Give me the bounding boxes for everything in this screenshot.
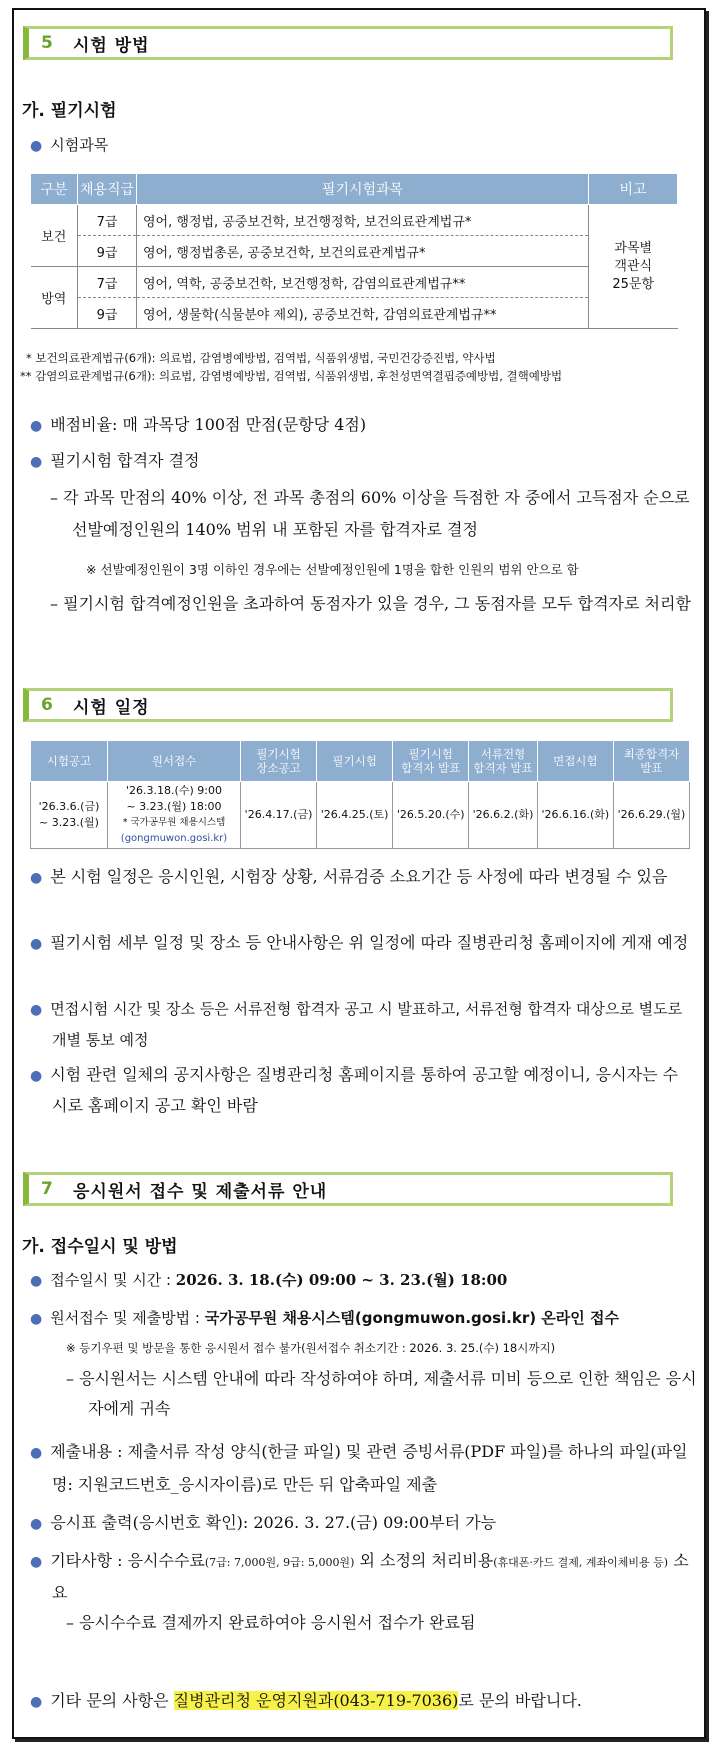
bullet-icon: ● bbox=[30, 870, 43, 886]
bullet-icon: ● bbox=[30, 1445, 43, 1461]
bullet-icon: ● bbox=[30, 936, 43, 952]
bullet-icon: ● bbox=[30, 1273, 43, 1289]
subsection-title: 가. 필기시험 bbox=[22, 101, 117, 121]
section-header-7 bbox=[23, 1172, 673, 1206]
system-note: * 국가공무원 채용시스템 bbox=[122, 817, 226, 828]
table-cell: 7급 bbox=[78, 267, 137, 298]
section-number: 5 bbox=[41, 33, 53, 53]
table-cell: '26.6.29.(월) bbox=[613, 782, 689, 849]
table-row bbox=[31, 298, 678, 329]
table-header: 구분 bbox=[31, 174, 78, 205]
application-period: '26.3.18.(수) 9:00 ~ 3.23.(월) 18:00 bbox=[126, 784, 222, 813]
table-cell: 영어, 생물학(식물분야 제외), 공중보건학, 감염의료관계법규** bbox=[137, 298, 589, 329]
bullet-icon: ● bbox=[30, 1516, 43, 1532]
bullet-icon: ● bbox=[30, 418, 43, 434]
note: ※ 등기우편 및 방문을 통한 응시원서 접수 불가(원서접수 취소기간 : 2026. 3. 25.(수) 18시까지) bbox=[66, 1341, 556, 1355]
table-header: 필기시험 bbox=[317, 741, 393, 782]
bullet-icon: ● bbox=[30, 1311, 43, 1327]
table-header: 면접시험 bbox=[537, 741, 613, 782]
footnote: ** 감염의료관계법규(6개): 의료법, 감염병예방법, 검역법, 식품위생법, 후천성면역결핍증예방법, 결핵예방법 bbox=[20, 369, 563, 383]
paragraph: ● 시험 관련 일체의 공지사항은 질병관리청 홈페이지를 통하여 공고할 예정이니, 응시자는 수시로 홈페이지 공고 확인 바람 bbox=[30, 1065, 679, 1115]
section-header-6 bbox=[23, 688, 673, 722]
table-header: 필기시험 장소공고 bbox=[241, 741, 317, 782]
paragraph: ● 기타사항 : 응시수수료(7급: 7,000원, 9급: 5,000원) 외 소정의 처리비용(휴대폰·카드 결제, 계좌이체비용 등) 소요 bbox=[30, 1551, 689, 1602]
table-header: 비고 bbox=[589, 174, 678, 205]
section-header-5 bbox=[23, 26, 673, 60]
bullet-icon: ● bbox=[30, 1068, 43, 1084]
bullet-icon: ● bbox=[30, 454, 43, 470]
table-header: 시험공고 bbox=[31, 741, 108, 782]
table-cell: 방역 bbox=[31, 267, 78, 329]
table-row bbox=[31, 267, 678, 298]
table-row bbox=[31, 236, 678, 267]
paragraph: ● 필기시험 합격자 결정 bbox=[30, 451, 200, 470]
paragraph: ● 본 시험 일정은 응시인원, 시험장 상황, 서류검증 소요기간 등 사정에 따라 변경될 수 있음 bbox=[30, 867, 668, 886]
table-cell bbox=[108, 782, 241, 849]
bullet-icon: ● bbox=[30, 1694, 43, 1710]
section-title: 시험 일정 bbox=[73, 697, 150, 718]
table-cell: 7급 bbox=[78, 205, 137, 236]
table-cell: '26.5.20.(수) bbox=[393, 782, 469, 849]
paragraph: – 각 과목 만점의 40% 이상, 전 과목 총점의 60% 이상을 득점한 자 중에서 고득점자 순으로 선발예정인원의 140% 범위 내 포함된 자를 합격자로 결정 bbox=[50, 488, 690, 539]
table-cell: 과목별 객관식 25문항 bbox=[589, 205, 678, 329]
paragraph: – 필기시험 합격예정인원을 초과하여 동점자가 있을 경우, 그 동점자를 모두 합격자로 처리함 bbox=[50, 594, 691, 613]
section-number: 7 bbox=[41, 1179, 53, 1199]
table-cell: 9급 bbox=[78, 298, 137, 329]
section-title: 시험 방법 bbox=[73, 35, 150, 56]
paragraph: ● 접수일시 및 시간 : 2026. 3. 18.(수) 09:00 ~ 3. 23.(월) 18:00 bbox=[30, 1271, 508, 1289]
paragraph: ● 배점비율: 매 과목당 100점 만점(문항당 4점) bbox=[30, 415, 367, 434]
section-title: 응시원서 접수 및 제출서류 안내 bbox=[73, 1181, 328, 1202]
table-row bbox=[31, 205, 678, 236]
paragraph: ● 원서접수 및 제출방법 : 국가공무원 채용시스템(gongmuwon.gosi.kr) 온라인 접수 bbox=[30, 1309, 619, 1327]
table-header: 채용직급 bbox=[78, 174, 137, 205]
section-number: 6 bbox=[41, 695, 53, 715]
system-link[interactable]: (gongmuwon.gosi.kr) bbox=[120, 833, 228, 844]
bullet-icon: ● bbox=[30, 1002, 43, 1018]
paragraph: – 응시수수료 결제까지 완료하여야 응시원서 접수가 완료됨 bbox=[66, 1613, 476, 1632]
subsection-title: 가. 접수일시 및 방법 bbox=[22, 1237, 178, 1257]
footnote: * 보건의료관계법규(6개): 의료법, 감염병예방법, 검역법, 식품위생법, 국민건강증진법, 약사법 bbox=[26, 351, 496, 365]
schedule-table bbox=[30, 740, 690, 849]
table-cell: '26.3.6.(금) ~ 3.23.(월) bbox=[31, 782, 108, 849]
table-header: 최종합격자 발표 bbox=[613, 741, 689, 782]
subjects-label: ● 시험과목 bbox=[30, 136, 109, 154]
table-cell: 영어, 행정법총론, 공중보건학, 보건의료관계법규* bbox=[137, 236, 589, 267]
table-cell: '26.4.25.(토) bbox=[317, 782, 393, 849]
bullet-icon: ● bbox=[30, 138, 43, 154]
paragraph: ● 제출내용 : 제출서류 작성 양식(한글 파일) 및 관련 증빙서류(PDF 파일)를 하나의 파일(파일명: 지원코드번호_응시자이름)로 만든 뒤 압축파일 제출 bbox=[30, 1442, 688, 1494]
table-cell: 영어, 행정법, 공중보건학, 보건행정학, 보건의료관계법규* bbox=[137, 205, 589, 236]
contact-highlight: 질병관리청 운영지원과(043-719-7036) bbox=[173, 1691, 459, 1710]
table-cell: '26.6.16.(화) bbox=[537, 782, 613, 849]
table-cell: 9급 bbox=[78, 236, 137, 267]
paragraph: ● 필기시험 세부 일정 및 장소 등 안내사항은 위 일정에 따라 질병관리청 홈페이지에 게재 예정 bbox=[30, 933, 689, 952]
paragraph: – 응시원서는 시스템 안내에 따라 작성하여야 하며, 제출서류 미비 등으로 인한 책임은 응시자에게 귀속 bbox=[66, 1369, 697, 1418]
table-cell: 영어, 역학, 공중보건학, 보건행정학, 감염의료관계법규** bbox=[137, 267, 589, 298]
table-cell: '26.6.2.(화) bbox=[469, 782, 538, 849]
bullet-icon: ● bbox=[30, 1554, 43, 1570]
paragraph: ● 기타 문의 사항은 질병관리청 운영지원과(043-719-7036)로 문의 바랍니다. bbox=[30, 1691, 582, 1710]
subjects-table bbox=[30, 173, 678, 329]
paragraph: ● 응시표 출력(응시번호 확인): 2026. 3. 27.(금) 09:00부터 가능 bbox=[30, 1513, 497, 1532]
table-header: 원서접수 bbox=[108, 741, 241, 782]
table-row bbox=[31, 782, 690, 849]
table-cell: 보건 bbox=[31, 205, 78, 267]
table-header: 서류전형 합격자 발표 bbox=[469, 741, 538, 782]
table-header: 필기시험과목 bbox=[137, 174, 589, 205]
table-header: 필기시험 합격자 발표 bbox=[393, 741, 469, 782]
table-cell: '26.4.17.(금) bbox=[241, 782, 317, 849]
paragraph: ● 면접시험 시간 및 장소 등은 서류전형 합격자 공고 시 발표하고, 서류전형 합격자 대상으로 별도로 개별 통보 예정 bbox=[30, 1000, 683, 1049]
note: ※ 선발예정인원이 3명 이하인 경우에는 선발예정인원에 1명을 합한 인원의 범위 안으로 함 bbox=[86, 562, 579, 577]
